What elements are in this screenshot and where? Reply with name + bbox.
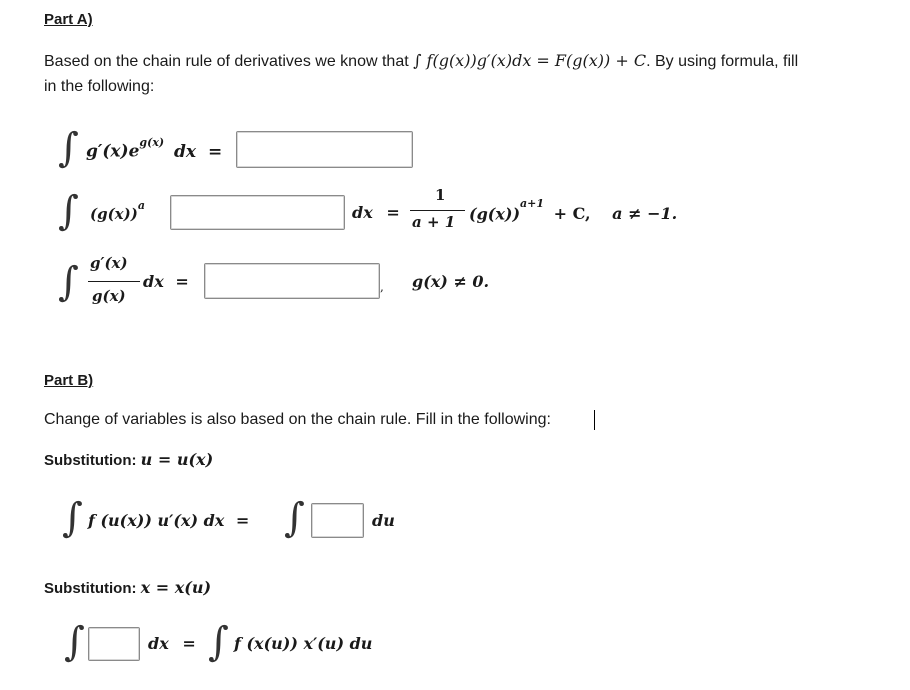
b1-du: du xyxy=(372,511,395,530)
substitution-1-formula: u = u(x) xyxy=(140,450,214,469)
b2-right: f (x(u)) x′(u) du xyxy=(234,634,373,653)
part-b-intro: Change of variables is also based on the chain rule. Fill in the following: xyxy=(44,411,551,428)
row2-base-text: (g(x)) xyxy=(90,205,138,223)
answer-box-row3[interactable] xyxy=(204,263,380,299)
row3-dx-eq xyxy=(143,272,189,291)
part-a-heading: Part A) xyxy=(44,11,93,28)
row1-integrand xyxy=(86,136,223,162)
part-a-intro-line2: in the following: xyxy=(44,78,155,95)
b1-eq: = xyxy=(235,511,250,530)
substitution-2-formula: x = x(u) xyxy=(140,578,212,597)
b2-dx: dx xyxy=(148,634,169,653)
answer-box-row2[interactable] xyxy=(170,195,345,230)
row3-dx: dx xyxy=(143,272,164,291)
intro-text-pre: Based on the chain rule of derivatives we know that xyxy=(44,53,414,70)
answer-box-b1[interactable] xyxy=(311,503,364,538)
row2-eq: = xyxy=(386,203,400,222)
answer-box-b2[interactable] xyxy=(88,627,140,661)
row2-power: a xyxy=(137,199,145,212)
row1-exponent: g(x) xyxy=(139,136,165,149)
integral-sign-2: ∫ xyxy=(58,188,79,234)
row3-frac-bar xyxy=(88,281,140,282)
row2-dx-eq xyxy=(352,203,400,222)
row2-plus-c: + C, xyxy=(553,204,591,224)
integral-sign-b2-right: ∫ xyxy=(208,619,229,665)
substitution-1 xyxy=(44,450,213,469)
row2-result-power: a+1 xyxy=(520,197,545,210)
b1-left xyxy=(88,511,249,530)
integral-sign-b2: ∫ xyxy=(64,619,85,665)
row3-condition: g(x) ≠ 0. xyxy=(412,272,490,291)
row2-frac-den: a + 1 xyxy=(412,213,456,231)
row1-dx: dx xyxy=(174,141,197,162)
row3-num: g′(x) xyxy=(90,254,128,272)
integral-sign-3: ∫ xyxy=(58,259,79,305)
row2-result xyxy=(469,197,678,224)
row2-dx: dx xyxy=(352,203,373,222)
row1-integrand-base: g′(x)e xyxy=(86,141,140,162)
b1-left-expr: f (u(x)) u′(x) dx xyxy=(88,511,225,530)
chain-rule-formula: ∫ f(g(x))g′(x)dx = F(g(x)) + C xyxy=(413,51,647,70)
row3-den: g(x) xyxy=(92,287,126,305)
integral-sign-b1: ∫ xyxy=(62,495,83,541)
integral-sign-1: ∫ xyxy=(58,125,79,171)
substitution-2-label: Substitution: xyxy=(44,580,141,597)
part-a-intro xyxy=(44,48,904,74)
row3-eq: = xyxy=(175,272,189,291)
answer-box-row1[interactable] xyxy=(236,131,413,168)
row1-eq: = xyxy=(207,141,223,162)
row2-frac-num: 1 xyxy=(435,186,446,204)
row2-condition: a ≠ −1. xyxy=(612,204,678,224)
substitution-2 xyxy=(44,578,211,597)
integral-sign-b1-right: ∫ xyxy=(284,495,305,541)
intro-text-post: . By using formula, fill xyxy=(646,53,799,70)
b2-eq: = xyxy=(182,634,196,653)
part-b-heading: Part B) xyxy=(44,372,94,389)
text-cursor xyxy=(594,410,595,430)
substitution-1-label: Substitution: xyxy=(44,452,141,469)
row2-base xyxy=(90,199,145,223)
row2-frac-bar xyxy=(410,210,465,211)
row2-result-base: (g(x)) xyxy=(469,204,521,224)
row3-comma: , xyxy=(380,280,384,294)
b2-dx-eq xyxy=(148,634,196,653)
